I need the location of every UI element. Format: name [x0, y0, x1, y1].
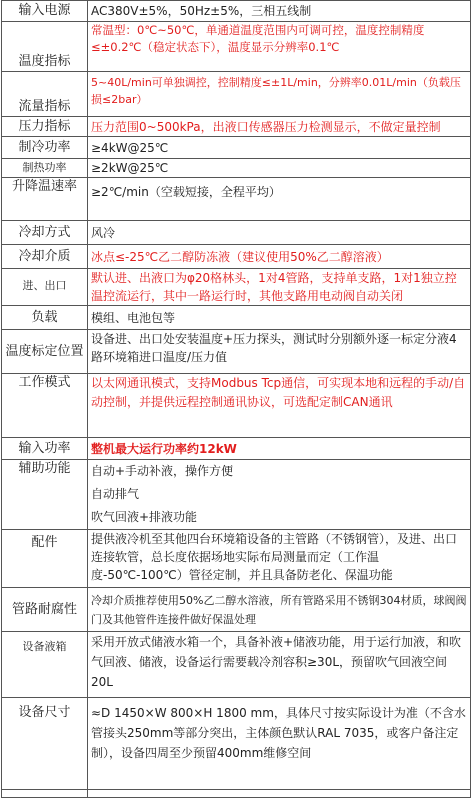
row-value-work-mode: 以太网通讯模式，支持Modbus Tcp通信，可实现本地和远程的手动/自动控制，并提供远程控制通讯协议，可选配定制CAN通讯: [88, 374, 471, 438]
row-value-accessories: 提供液冷机至其他四台环境箱设备的主管路（不锈钢管），及进、出口连接软管，总长度依据场地实际布局测量而定（工作温度-50℃-100℃）管径定制，并且具备防老化、保温功能: [88, 530, 471, 588]
flow-spec-text: 5~40L/min可单独调控，控制精度≤±1L/min，分辨率0.01L/min（负载压损≤2bar）: [91, 76, 461, 106]
table-row: [2, 374, 471, 438]
table-row: [2, 438, 471, 460]
row-label-calibration: 温度标定位置: [2, 330, 88, 374]
row-value-cooling-method: 风冷: [88, 221, 471, 245]
table-row: [2, 698, 471, 790]
row-label-load: 负载: [2, 306, 88, 330]
table-row: [2, 221, 471, 245]
table-row: [2, 117, 471, 137]
row-value-auxiliary: [88, 460, 471, 530]
row-value-flow: [88, 72, 471, 117]
table-row: [2, 588, 471, 632]
row-value-heating-power: ≥2kW@25℃: [88, 159, 471, 178]
row-value-pressure: 压力范围0~500kPa，出液口传感器压力检测显示，不做定量控制: [88, 117, 471, 137]
row-label-input-power: 输入功率: [2, 438, 88, 460]
row-value-corrosion: 冷却介质推荐使用50%乙二醇水溶液，所有管路采用不锈钢304材质，球阀阀门及其他管件连接件做好保温处理: [88, 588, 471, 632]
table-row: [2, 269, 471, 306]
row-value-load: 模组、电池包等: [88, 306, 471, 330]
row-label-temperature: 温度指标: [2, 22, 88, 72]
row-label-cooling-power: 制冷功率: [2, 137, 88, 159]
spec-table: [1, 0, 471, 798]
row-label-inlet-outlet: 进、出口: [2, 269, 88, 306]
table-row: [2, 22, 471, 72]
row-value-temperature: [88, 22, 471, 72]
row-value-tank: 采用开放式储液水箱一个，具备补液+储液功能，用于运行加液，和吹气回液、储液，设备运行需要载冷剂容积≥30L，预留吹气回液空间20L: [88, 632, 471, 698]
row-value-power-input: AC380V±5%，50Hz±5%，三相五线制: [88, 1, 471, 22]
table-row: [2, 245, 471, 269]
table-row: [2, 159, 471, 178]
auxiliary-item: 自动排气: [91, 487, 140, 501]
row-label-pressure: 压力指标: [2, 117, 88, 137]
row-label-power-input: 输入电源: [2, 1, 88, 22]
row-label-heating-power: 制热功率: [2, 159, 88, 178]
row-value-cooling-power: ≥4kW@25℃: [88, 137, 471, 159]
table-row: [2, 330, 471, 374]
row-value-dimensions: ≈D 1450×W 800×H 1800 mm，具体尺寸按实际设计为准（不含水管接头250mm等部分突出，主体颜色默认RAL 7035，或客户备注定制），设备四周至少预留400mm维修空间: [88, 698, 471, 790]
row-label-tank: 设备液箱: [2, 632, 88, 698]
row-label-empty: [2, 790, 88, 798]
row-label-coolant: 冷却介质: [2, 245, 88, 269]
row-label-cooling-method: 冷却方式: [2, 221, 88, 245]
table-row: [2, 790, 471, 798]
row-label-flow: 流量指标: [2, 72, 88, 117]
temperature-spec-text: 常温型：0℃~50℃，单通道温度范围内可调可控，温度控制精度≤±0.2℃（稳定状态下），温度显示分辨率0.1℃: [91, 23, 425, 54]
row-label-ramp-rate: 升降温速率: [2, 178, 88, 221]
row-label-dimensions: 设备尺寸: [2, 698, 88, 790]
row-value-coolant: 冰点≤-25℃乙二醇防冻液（建议使用50%乙二醇溶液）: [88, 245, 471, 269]
row-value-inlet-outlet: 默认进、出液口为φ20格林头，1对4管路，支持单支路，1对1独立控温控流运行，其中一路运行时，其他支路用电动阀自动关闭: [88, 269, 471, 306]
row-value-ramp-rate: ≥2℃/min（空载短接，全程平均）: [88, 178, 471, 221]
row-label-work-mode: 工作模式: [2, 374, 88, 438]
row-value-input-power: 整机最大运行功率约12kW: [88, 438, 471, 460]
auxiliary-item: 吹气回液+排液功能: [91, 510, 198, 524]
table-row: [2, 632, 471, 698]
table-row: [2, 137, 471, 159]
row-value-calibration: 设备进、出口处安装温度+压力探头，测试时分别额外逐一标定分液4路环境箱进口温度/压力值: [88, 330, 471, 374]
row-value-empty: [88, 790, 471, 798]
table-row: [2, 72, 471, 117]
table-row: [2, 1, 471, 22]
table-row: [2, 460, 471, 530]
auxiliary-item: 自动+手动补液，操作方便: [91, 464, 234, 478]
row-label-corrosion: 管路耐腐性: [2, 588, 88, 632]
row-label-auxiliary: 辅助功能: [2, 460, 88, 530]
table-row: [2, 530, 471, 588]
table-row: [2, 178, 471, 221]
table-row: [2, 306, 471, 330]
row-label-accessories: 配件: [2, 530, 88, 588]
